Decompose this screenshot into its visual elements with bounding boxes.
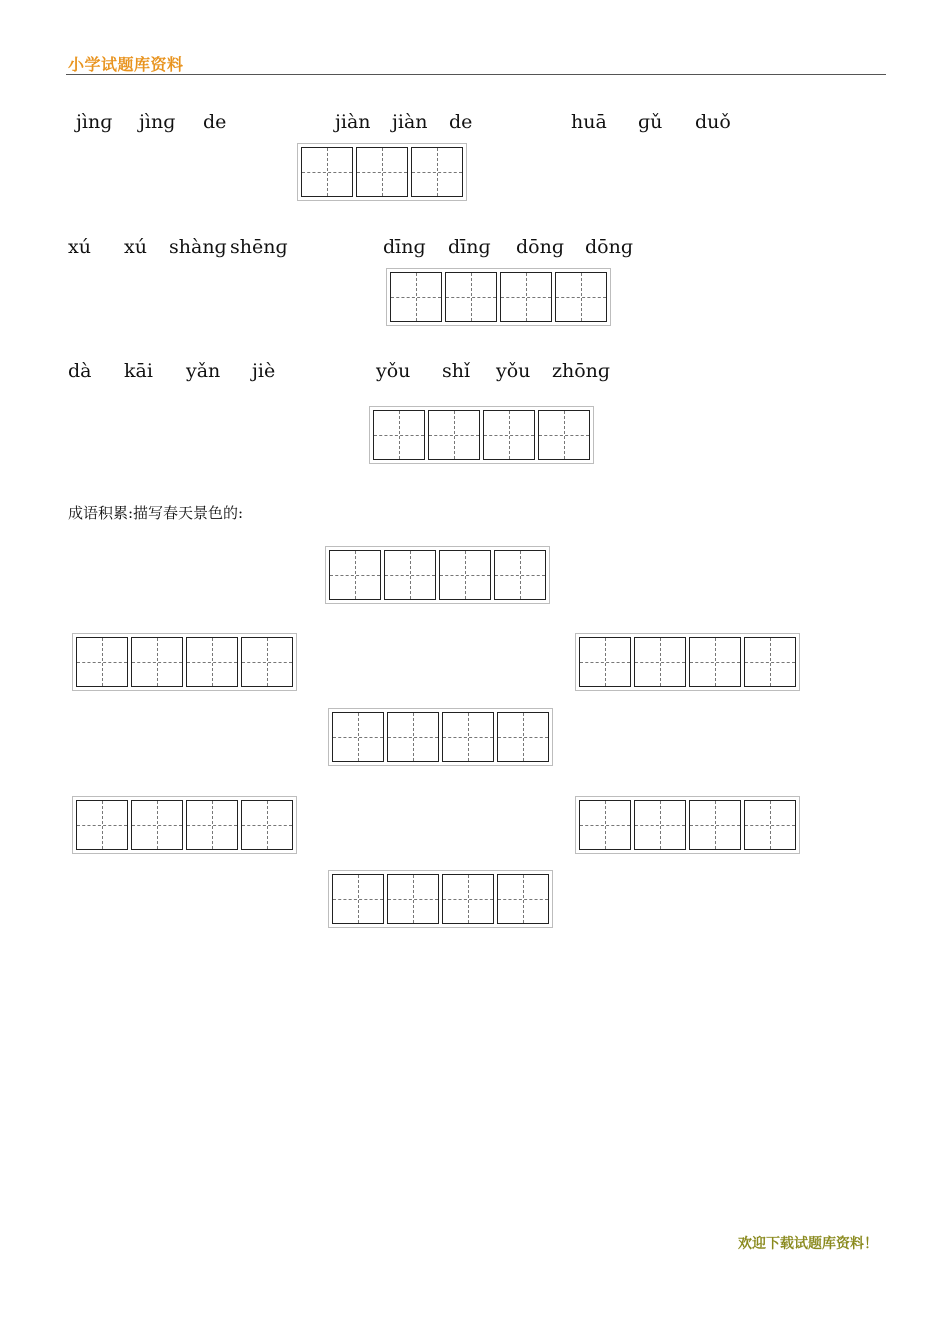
pinyin-syllable: ɡǔ <box>638 111 663 133</box>
pinyin-syllable: yǒu <box>496 360 531 382</box>
idiom-grid <box>72 796 297 854</box>
writing-cell[interactable] <box>634 637 686 687</box>
writing-grid-3 <box>297 143 467 201</box>
pinyin-syllable: jìnɡ <box>139 111 176 133</box>
writing-cell[interactable] <box>744 800 796 850</box>
writing-cell[interactable] <box>390 272 442 322</box>
idioms-section-label: 成语积累:描写春天景色的: <box>68 504 244 522</box>
pinyin-syllable: jìnɡ <box>76 111 113 133</box>
page-header-title: 小学试题库资料 <box>68 55 184 74</box>
pinyin-syllable: jiè <box>252 360 276 382</box>
writing-cell[interactable] <box>483 410 535 460</box>
writing-cell[interactable] <box>329 550 381 600</box>
pinyin-syllable: de <box>449 111 473 133</box>
idiom-grid <box>72 633 297 691</box>
writing-cell[interactable] <box>332 874 384 924</box>
pinyin-syllable: de <box>203 111 227 133</box>
pinyin-syllable: xú <box>68 236 91 258</box>
pinyin-syllable: dōnɡ <box>516 236 565 258</box>
pinyin-syllable: dīnɡ <box>383 236 426 258</box>
pinyin-syllable: kāi <box>124 360 153 382</box>
writing-cell[interactable] <box>387 874 439 924</box>
writing-cell[interactable] <box>497 874 549 924</box>
writing-cell[interactable] <box>500 272 552 322</box>
pinyin-syllable: huā <box>571 111 607 133</box>
pinyin-syllable: shēnɡ <box>230 236 288 258</box>
pinyin-syllable: yǎn <box>186 360 221 382</box>
writing-cell[interactable] <box>442 874 494 924</box>
writing-cell[interactable] <box>411 147 463 197</box>
writing-cell[interactable] <box>76 637 128 687</box>
writing-cell[interactable] <box>744 637 796 687</box>
pinyin-syllable: dà <box>68 360 92 382</box>
idiom-grid <box>328 708 553 766</box>
idiom-grid <box>328 870 553 928</box>
writing-cell[interactable] <box>332 712 384 762</box>
writing-cell[interactable] <box>384 550 436 600</box>
idiom-grid <box>575 633 800 691</box>
writing-cell[interactable] <box>241 800 293 850</box>
pinyin-syllable: zhōnɡ <box>552 360 611 382</box>
writing-cell[interactable] <box>445 272 497 322</box>
writing-cell[interactable] <box>241 637 293 687</box>
pinyin-syllable: jiàn <box>392 111 428 133</box>
writing-cell[interactable] <box>387 712 439 762</box>
pinyin-syllable: dōnɡ <box>585 236 634 258</box>
writing-cell[interactable] <box>689 637 741 687</box>
idiom-grid <box>325 546 550 604</box>
writing-cell[interactable] <box>579 800 631 850</box>
pinyin-syllable: duǒ <box>695 111 731 133</box>
writing-cell[interactable] <box>373 410 425 460</box>
writing-cell[interactable] <box>689 800 741 850</box>
pinyin-syllable: xú <box>124 236 147 258</box>
writing-cell[interactable] <box>439 550 491 600</box>
pinyin-syllable: shànɡ <box>169 236 227 258</box>
writing-cell[interactable] <box>131 800 183 850</box>
idiom-grid <box>575 796 800 854</box>
writing-cell[interactable] <box>442 712 494 762</box>
writing-cell[interactable] <box>186 800 238 850</box>
writing-cell[interactable] <box>538 410 590 460</box>
writing-cell[interactable] <box>76 800 128 850</box>
writing-grid-4 <box>386 268 611 326</box>
pinyin-syllable: dīnɡ <box>448 236 491 258</box>
pinyin-syllable: jiàn <box>335 111 371 133</box>
writing-cell[interactable] <box>634 800 686 850</box>
header-divider <box>66 74 886 75</box>
writing-cell[interactable] <box>497 712 549 762</box>
writing-cell[interactable] <box>301 147 353 197</box>
writing-cell[interactable] <box>579 637 631 687</box>
writing-cell[interactable] <box>428 410 480 460</box>
pinyin-syllable: shǐ <box>442 360 471 382</box>
writing-cell[interactable] <box>494 550 546 600</box>
footer-text: 欢迎下载试题库资料！ <box>738 1236 878 1252</box>
writing-grid-4 <box>369 406 594 464</box>
writing-cell[interactable] <box>356 147 408 197</box>
writing-cell[interactable] <box>555 272 607 322</box>
writing-cell[interactable] <box>131 637 183 687</box>
pinyin-syllable: yǒu <box>376 360 411 382</box>
writing-cell[interactable] <box>186 637 238 687</box>
